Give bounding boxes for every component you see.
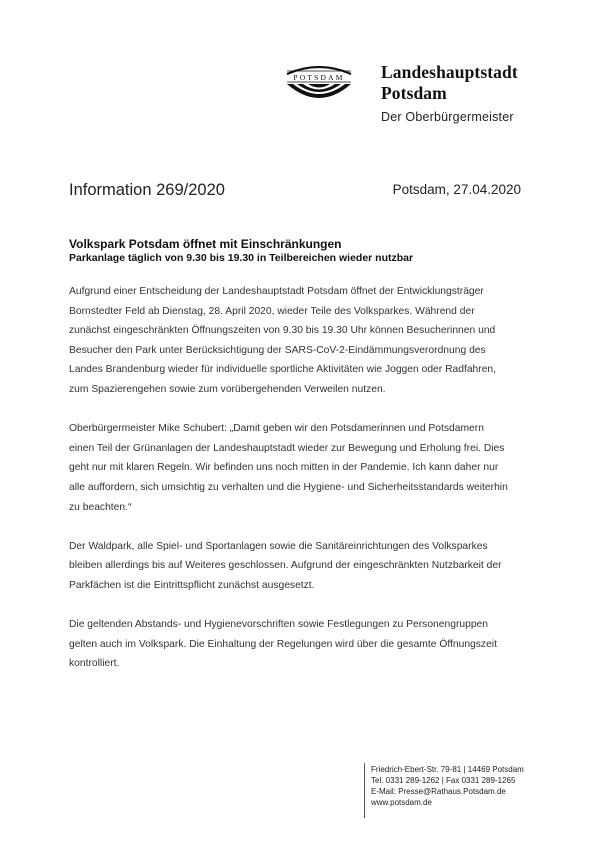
text-line: zum Spazierengehen sowie zum vorübergehenden Verweilen nutzen. [69, 383, 386, 395]
text-line: zunächst eingeschränkten Öffnungszeiten von 9.30 bis 19.30 Uhr können Besucherinnen und [69, 325, 496, 337]
text-line: Der Waldpark, alle Spiel- und Sportanlagen sowie die Sanitäreinrichtungen des Volksparkes [69, 540, 488, 552]
footer-email[interactable]: E-Mail: Presse@Rathaus.Potsdam.de [371, 787, 506, 796]
article-body [69, 282, 531, 693]
information-number: Information 269/2020 [69, 181, 225, 199]
text-line: Bornstedter Feld ab Dienstag, 28. April 2020, wieder Teile des Volksparkes. Während der [69, 305, 475, 317]
article-headline: Volkspark Potsdam öffnet mit Einschränkungen [69, 237, 342, 251]
city-emblem-icon [283, 62, 355, 108]
article-subheadline: Parkanlage täglich von 9.30 bis 19.30 in Teilbereichen wieder nutzbar [69, 252, 414, 264]
potsdam-logo [283, 62, 355, 108]
footer-phone: Tel. 0331 289-1262 | Fax 0331 289-1265 [371, 776, 516, 785]
information-date: Potsdam, 27.04.2020 [392, 182, 521, 197]
text-line: Oberbürgermeister Mike Schubert: „Damit geben wir den Potsdamerinnen und Potsdamern [69, 423, 484, 435]
text-line: Aufgrund einer Entscheidung der Landeshauptstadt Potsdam öffnet der Entwicklungsträger [69, 286, 484, 297]
text-line: Parkfächen ist die Eintrittspflicht zunächst ausgesetzt. [69, 579, 315, 591]
text-line: kontrolliert. [69, 658, 120, 670]
paragraph [69, 282, 531, 400]
text-line: Besucher den Park unter Berücksichtigung der SARS-CoV-2-Eindämmungsverordnung des [69, 344, 486, 356]
footer-divider [364, 763, 365, 818]
brand-subtitle: Der Oberbürgermeister [381, 110, 514, 124]
text-line: einen Teil der Grünanlagen der Landeshauptstadt wieder zur Bewegung und Erholung frei. Dies [69, 442, 505, 454]
text-line: bleiben allerdings bis auf Weiteres geschlossen. Aufgrund der eingeschränkten Nutzbarkeit der [69, 560, 502, 572]
text-line: alle auffordern, sich umsichtig zu verhalten und die Hygiene- und Sicherheitsstandards weiterhin [69, 481, 508, 493]
text-line: Die geltenden Abstands- und Hygienevorschriften sowie Festlegungen zu Personengruppen [69, 619, 489, 631]
brand-line-1: Landeshauptstadt [381, 62, 518, 82]
footer-contact [371, 764, 524, 808]
logo-text: POTSDAM [293, 73, 345, 82]
text-line: zu beachten.“ [69, 501, 132, 513]
text-line: geht nur mit klaren Regeln. Wir befinden uns noch mitten in der Pandemie. Ich kann daher nur [69, 462, 499, 474]
text-line: Landes Brandenburg wieder für individuelle sportliche Aktivitäten wie Joggen oder Radfahren, [69, 364, 497, 376]
text-line: gelten auch im Volkspark. Die Einhaltung der Regelungen wird über die gesamte Öffnungszeit [69, 638, 497, 650]
footer-website[interactable]: www.potsdam.de [371, 798, 432, 807]
paragraph [69, 419, 531, 517]
footer-address: Friedrich-Ebert-Str. 79-81 | 14469 Potsdam [371, 765, 524, 774]
brand-title [381, 62, 518, 104]
brand-line-2: Potsdam [381, 83, 447, 103]
paragraph [69, 537, 531, 596]
paragraph [69, 615, 531, 674]
